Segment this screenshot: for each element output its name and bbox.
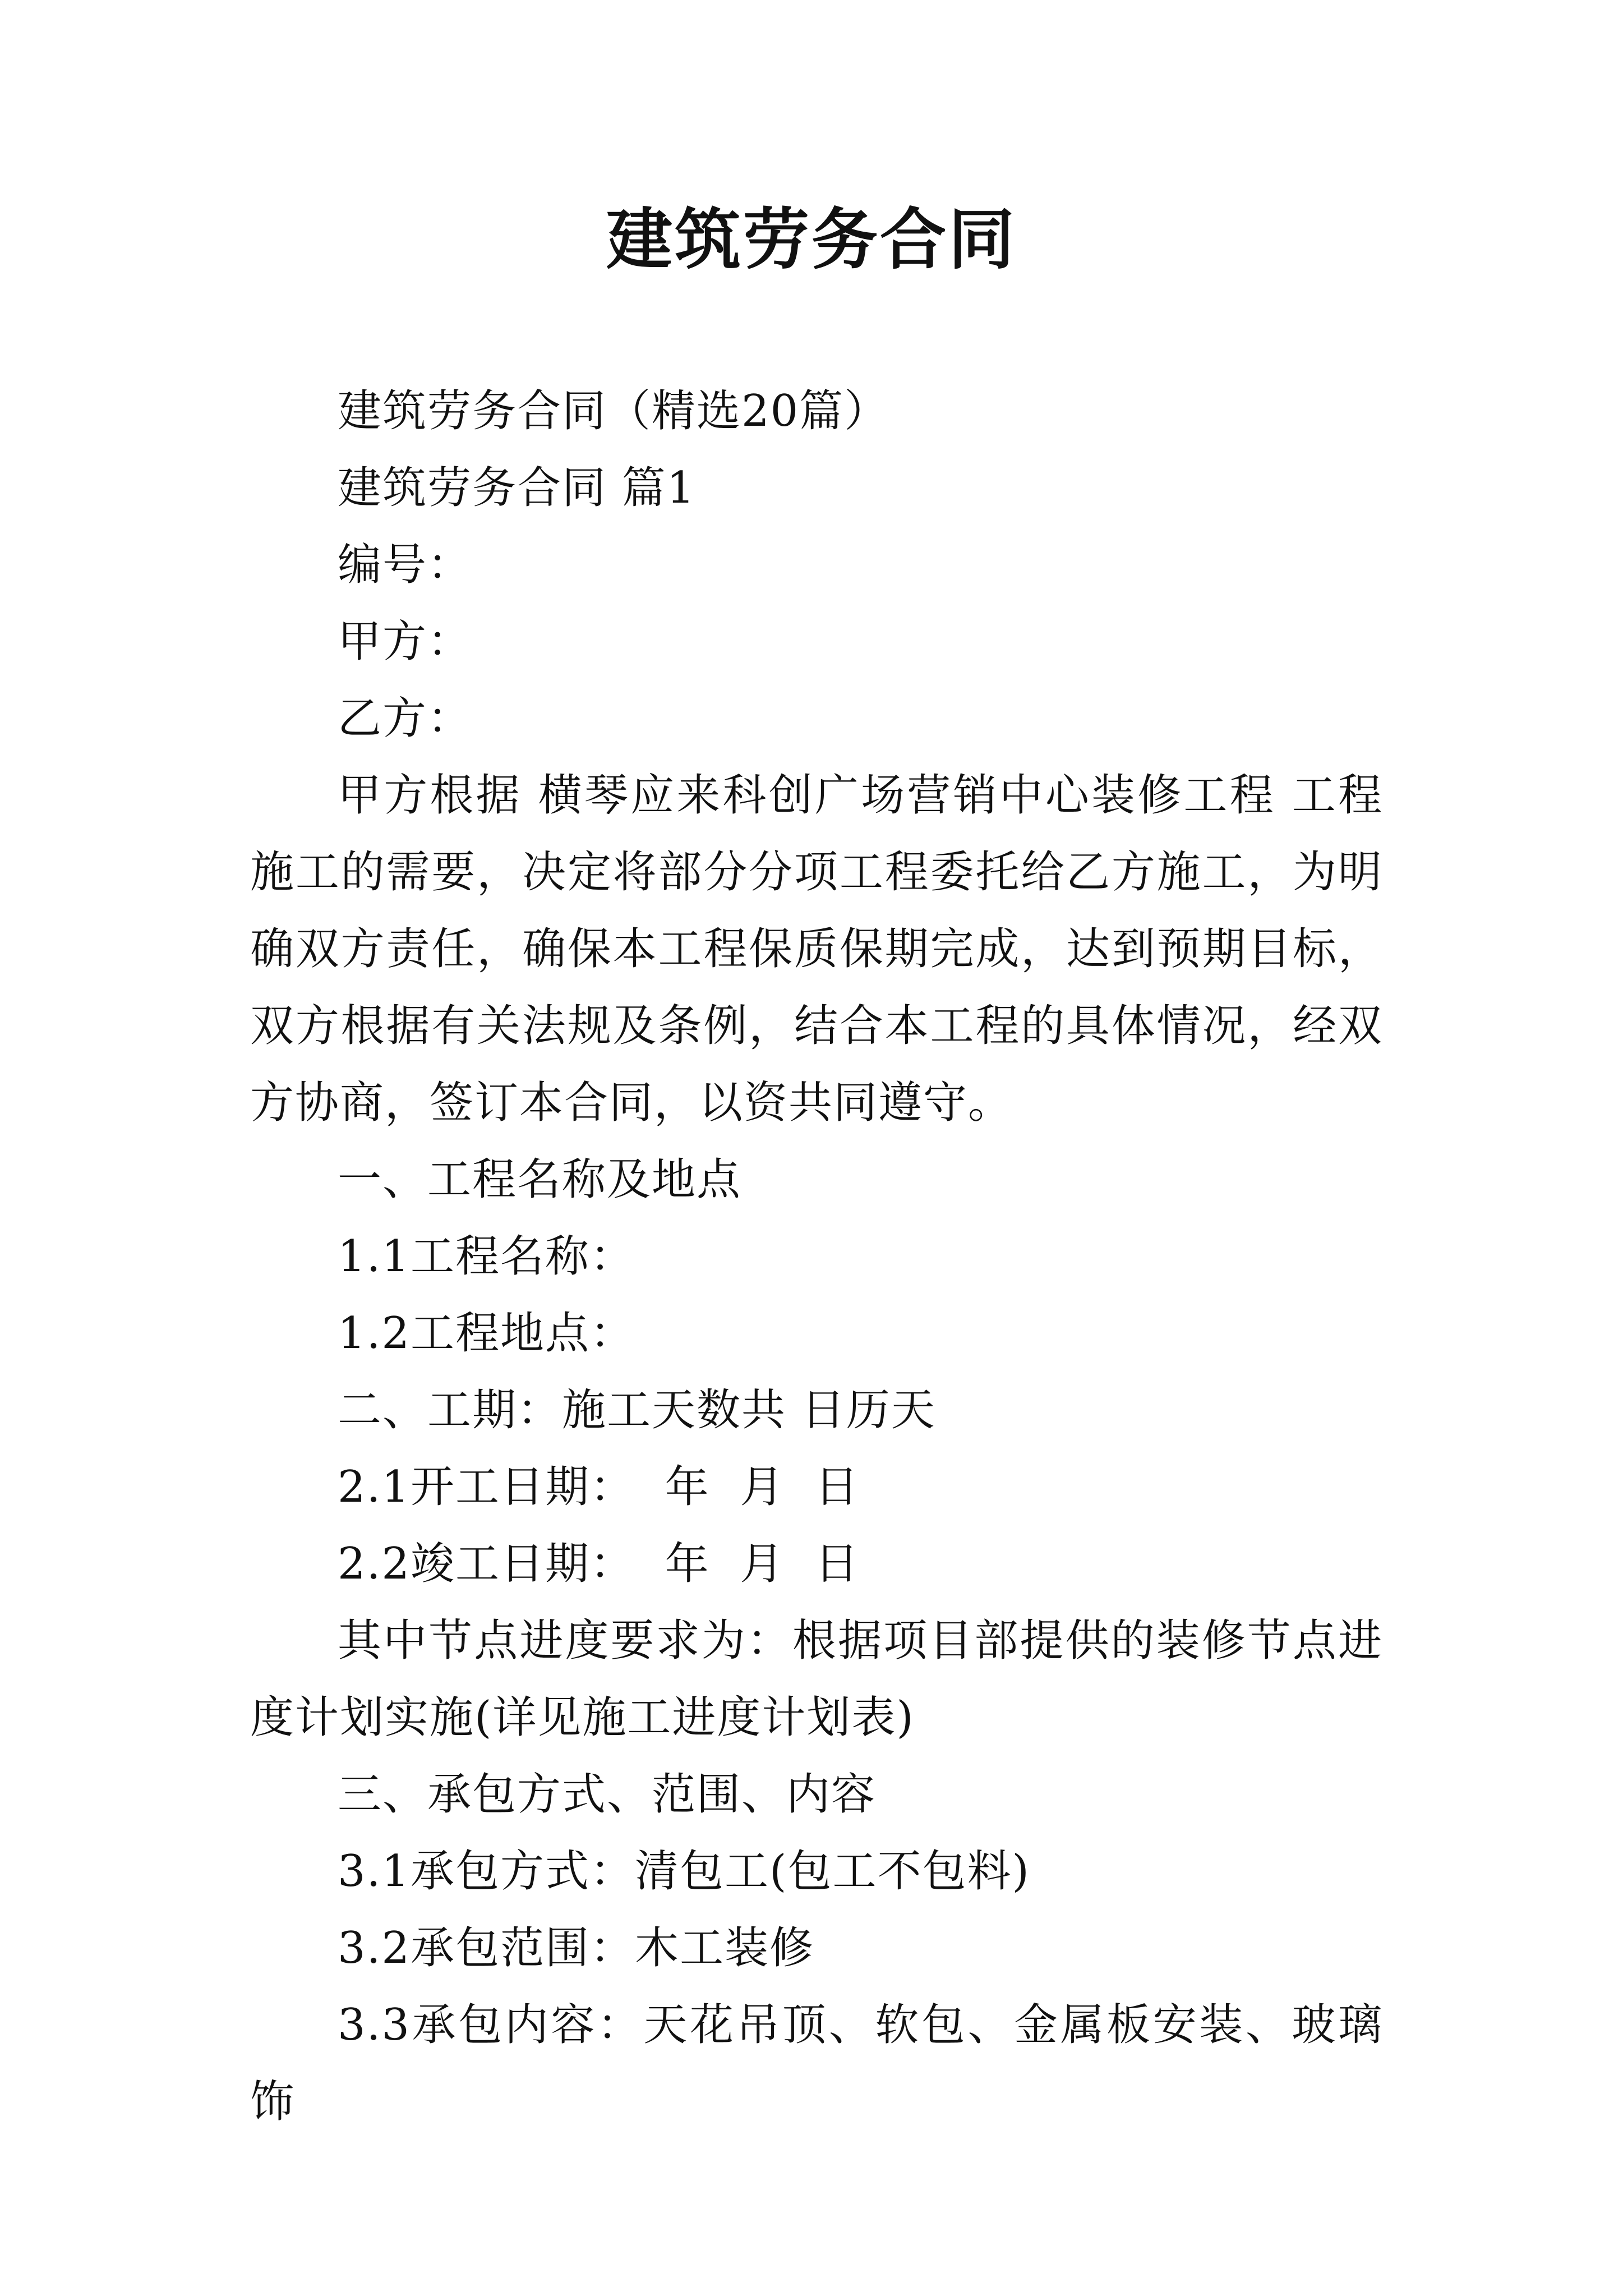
preamble-paragraph: 甲方根据 横琴应来科创广场营销中心装修工程 工程施工的需要，决定将部分分项工程委托给乙方施工，为明确双方责任，确保本工程保质保期完成，达到预期目标，双方根据有关法规及条例，结合本工程的具体情况，经双方协商，签订本合同，以资共同遵守。 [250,770,1383,1128]
contract-number-line: 编号： [338,540,473,590]
clause-3-1-line: 3.1承包方式：清包工(包工不包料) [338,1846,1030,1897]
document-title: 建筑劳务合同 [606,200,1017,278]
clause-3-heading: 三、承包方式、范围、内容 [338,1769,877,1820]
clause-1-heading: 一、工程名称及地点 [338,1154,742,1205]
intro-heading: 建筑劳务合同（精选20篇） [338,386,889,436]
clause-2-2-line: 2.2竣工日期： 年 月 日 [338,1539,860,1589]
section-heading-part-1: 建筑劳务合同 篇1 [338,463,696,513]
clause-1-1-line: 1.1工程名称： [338,1231,635,1282]
document-body [250,373,1383,2141]
clause-2-heading: 二、工期：施工天数共 日历天 [338,1385,936,1435]
clause-3-2-line: 3.2承包范围：木工装修 [338,1923,815,1973]
clause-2-1-line: 2.1开工日期： 年 月 日 [338,1462,860,1512]
schedule-paragraph: 其中节点进度要求为：根据项目部提供的装修节点进度计划实施(详见施工进度计划表) [250,1616,1383,1743]
party-a-line: 甲方： [338,616,473,667]
party-b-line: 乙方： [338,693,473,744]
clause-1-2-line: 1.2工程地点： [338,1308,635,1359]
clause-3-3-line: 3.3承包内容：天花吊顶、软包、金属板安装、玻璃饰 [250,2000,1383,2127]
